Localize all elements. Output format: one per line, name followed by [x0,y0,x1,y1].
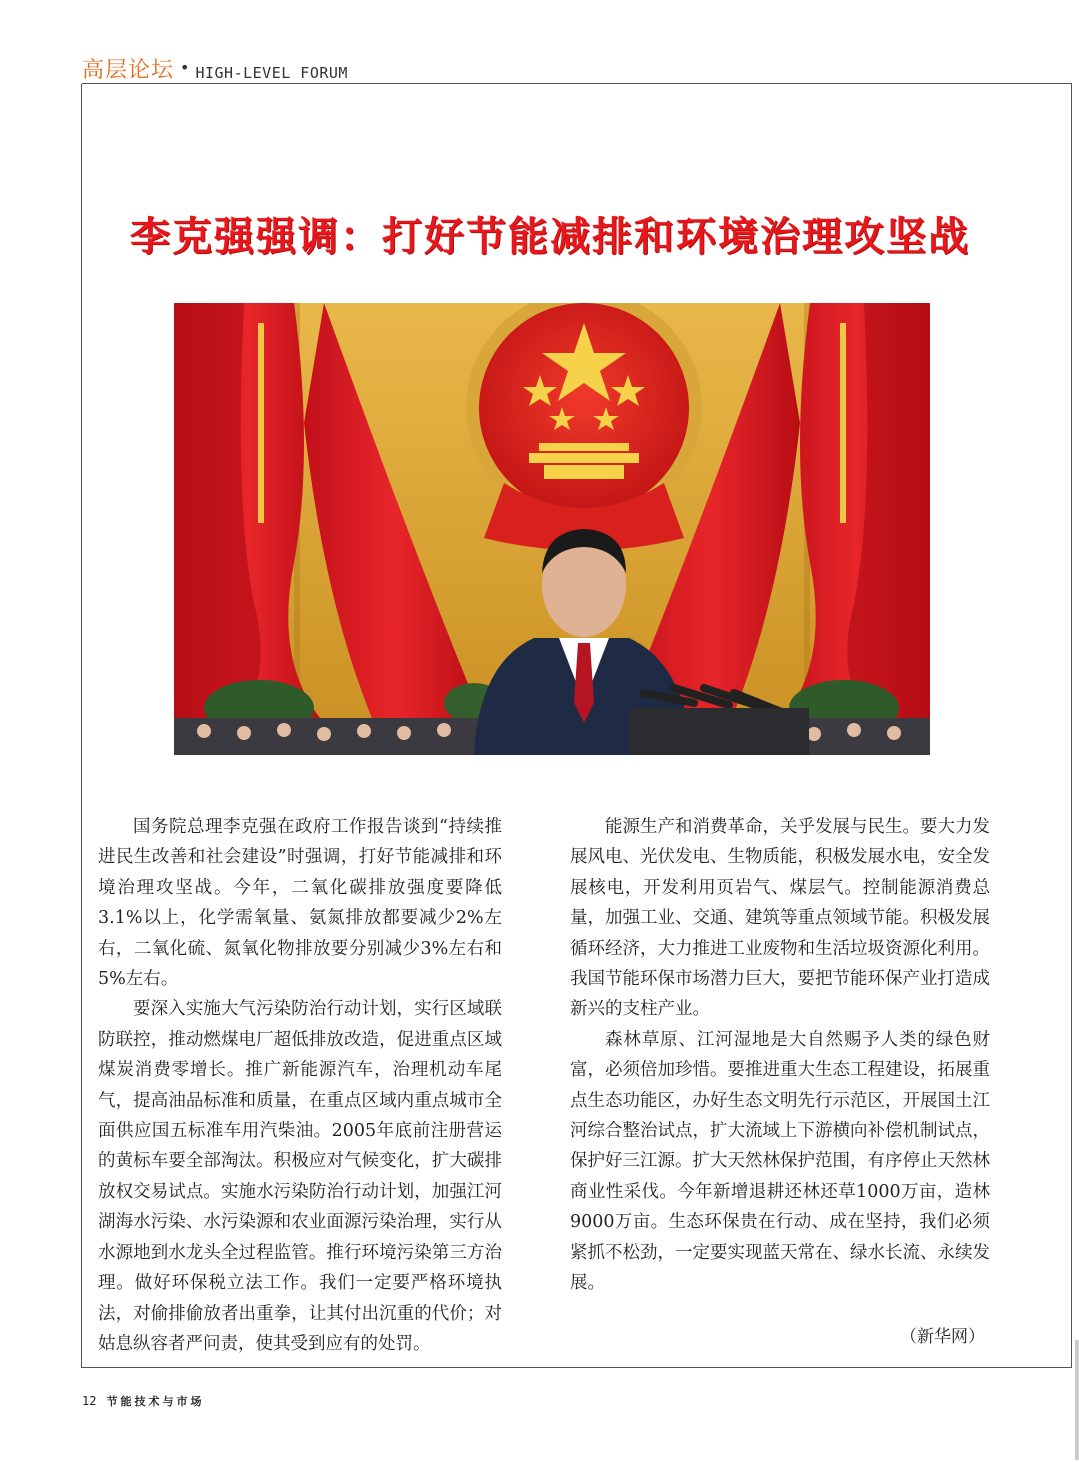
article-title: 李克强强调：打好节能减排和环境治理攻坚战 [130,214,970,260]
article-photo [174,303,930,755]
photo-illustration [174,303,930,755]
running-header [82,52,1072,84]
magazine-name: 节能技术与市场 [106,1395,205,1408]
header-bullet: • [180,58,190,77]
page-number: 12 [82,1394,97,1408]
article-body-left [98,812,502,1359]
section-name-cn: 高层论坛 [82,58,175,83]
paragraph-4: 森林草原、江河湿地是大自然赐予人类的绿色财富，必须倍加珍惜。要推进重大生态工程建设，拓展重点生态功能区，办好生态文明先行示范区，开展国土江河综合整治试点，扩大流域上下游横向补偿机制试点，保护好三江源。扩大天然林保护范围，有序停止天然林商业性采伐。今年新增退耕还林还草1000万亩，造林9000万亩。生态环保贵在行动、成在坚持，我们必须紧抓不松劲，一定要实现蓝天常在、绿水长流、永续发展。 [570,1029,990,1294]
section-name-en: HIGH-LEVEL FORUM [195,64,348,82]
page-footer [82,1391,204,1411]
article-source: （新华网） [900,1327,985,1347]
paragraph-3: 能源生产和消费革命，关乎发展与民生。要大力发展风电、光伏发电、生物质能，积极发展水电，安全发展核电，开发利用页岩气、煤层气。控制能源消费总量，加强工业、交通、建筑等重点领域节能。积极发展循环经济，大力推进工业废物和生活垃圾资源化利用。我国节能环保市场潜力巨大，要把节能环保产业打造成新兴的支柱产业。 [570,817,990,1020]
article-body-right [570,812,990,1299]
paragraph-1: 国务院总理李克强在政府工作报告谈到“持续推进民生改善和社会建设”时强调，打好节能减排和环境治理攻坚战。今年，二氧化碳排放强度要降低3.1%以上，化学需氧量、氨氮排放都要减少2%左右，二氧化硫、氮氧化物排放要分别减少3%左右和5%左右。 [98,817,502,990]
paragraph-2: 要深入实施大气污染防治行动计划，实行区域联防联控，推动燃煤电厂超低排放改造，促进重点区域煤炭消费零增长。推广新能源汽车，治理机动车尾气，提高油品标准和质量，在重点区域内重点城市全面供应国五标准车用汽柴油。2005年底前注册营运的黄标车要全部淘汰。积极应对气候变化，扩大碳排放权交易试点。实施水污染防治行动计划，加强江河湖海水污染、水污染源和农业面源污染治理，实行从水源地到水龙头全过程监管。推行环境污染第三方治理。做好环保税立法工作。我们一定要严格环境执法，对偷排偷放者出重拳，让其付出沉重的代价；对姑息纵容者严问责，使其受到应有的处罚。 [98,999,502,1354]
page-edge-shadow [1075,1340,1079,1460]
